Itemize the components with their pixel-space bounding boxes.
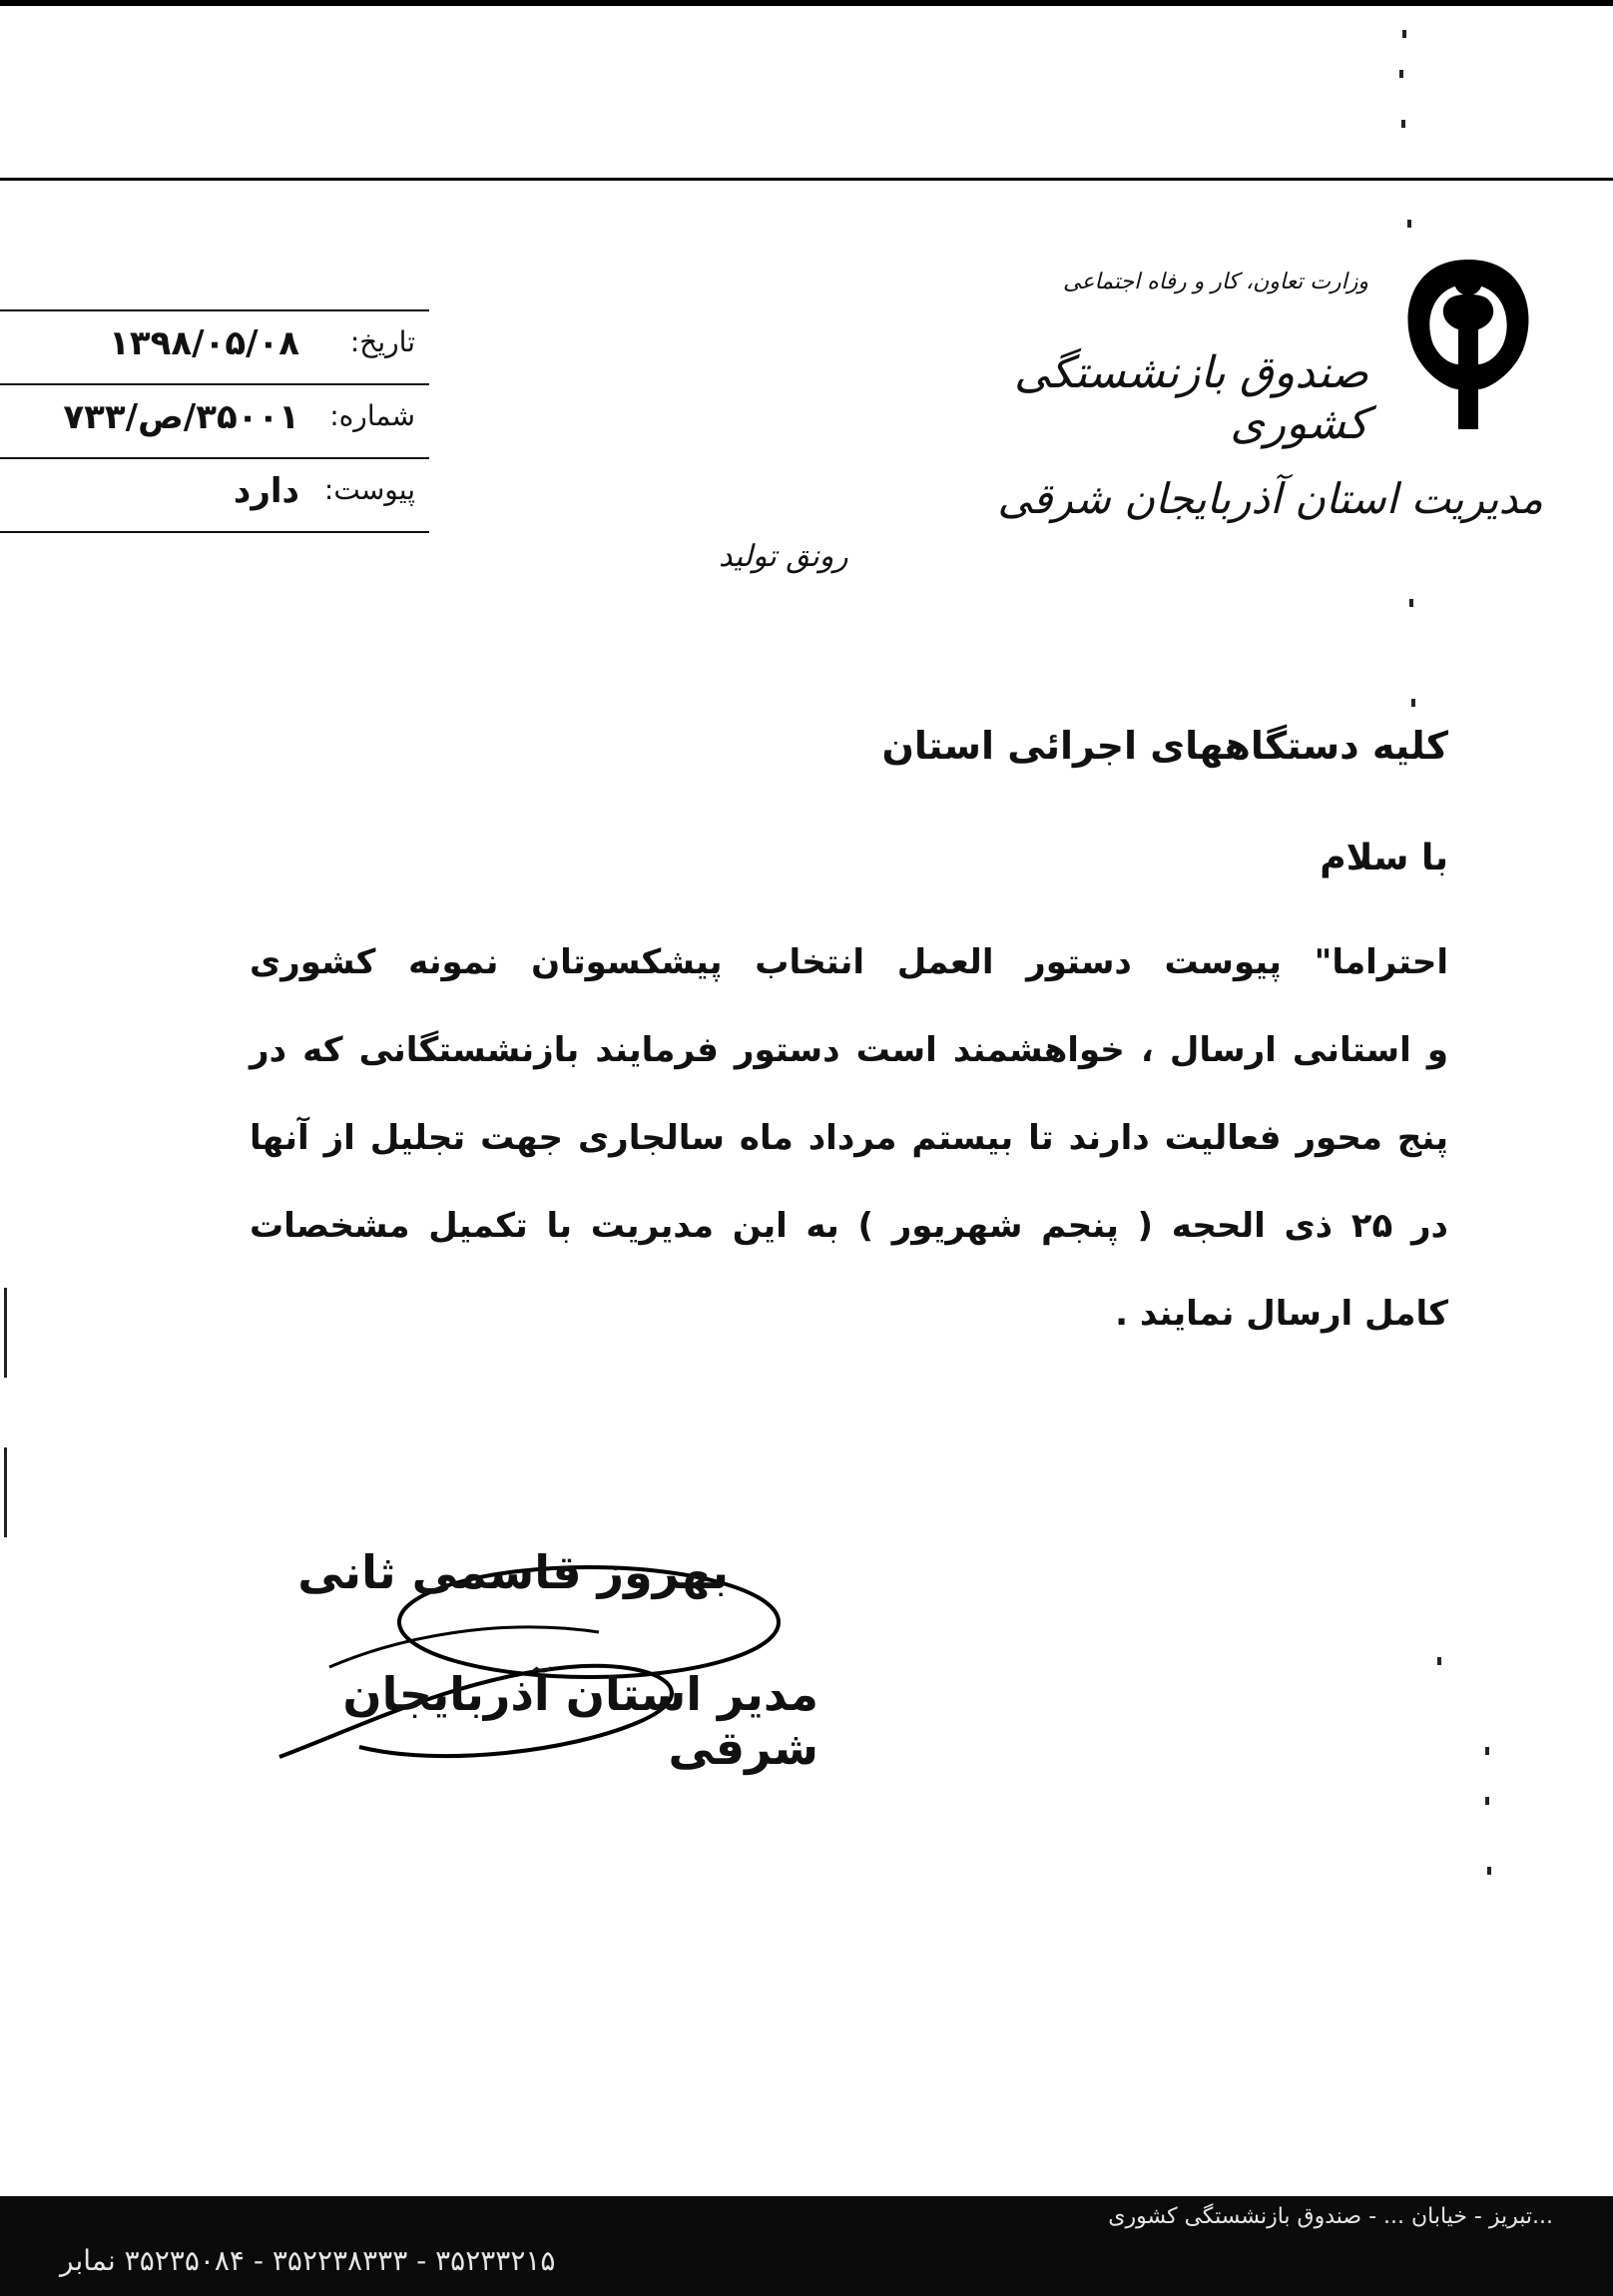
body-line: و استانی ارسال ، خواهشمند است دستور فرمایند بازنشستگانی که در bbox=[250, 1030, 1448, 1070]
body-line: در ۲۵ ذی الحجه ( پنجم شهریور ) به این مدیریت با تکمیل مشخصات bbox=[250, 1206, 1448, 1246]
letterhead bbox=[984, 230, 1543, 549]
footer-address: ...تبریز - خیابان ... - صندوق بازنشستگی کشوری bbox=[1108, 2204, 1553, 2229]
signature-block bbox=[240, 1527, 838, 1787]
signatory-name: بهروز قاسمی ثانی bbox=[297, 1545, 729, 1599]
date-row bbox=[0, 309, 429, 383]
attachment-label: پیوست: bbox=[323, 473, 415, 506]
attachment-row bbox=[0, 457, 429, 533]
number-value: ۳۵۰۰۱/ص/۷۳۳ bbox=[63, 397, 299, 437]
top-border bbox=[0, 0, 1613, 6]
letter-body bbox=[250, 724, 1448, 1358]
date-value: ۱۳۹۸/۰۵/۰۸ bbox=[109, 323, 299, 363]
body-line: احتراما" پیوست دستور العمل انتخاب پیشکسوتان نمونه کشوری bbox=[250, 942, 1448, 982]
attachment-value: دارد bbox=[233, 471, 299, 511]
letter-meta bbox=[0, 309, 429, 533]
addressee: کلیه دستگاههای اجرائی استان bbox=[881, 724, 1448, 768]
body-line: کامل ارسال نمایند . bbox=[1115, 1294, 1448, 1334]
management-name: مدیریت استان آذربایجان شرقی bbox=[997, 474, 1543, 523]
footer-phones: ۳۵۲۳۳۲۱۵ - ۳۵۲۲۳۸۳۳۳ - ۳۵۲۳۵۰۸۴ نمابر bbox=[60, 2244, 556, 2277]
footer-bar bbox=[0, 2196, 1613, 2296]
header-rule bbox=[0, 178, 1613, 181]
ministry-name: وزارت تعاون، کار و رفاه اجتماعی bbox=[1062, 270, 1368, 294]
cc-note: رونق تولید bbox=[719, 539, 848, 574]
body-line: پنج محور فعالیت دارند تا بیستم مرداد ماه سالجاری جهت تجلیل از آنها bbox=[250, 1118, 1448, 1158]
fund-name: صندوق بازنشستگی کشوری bbox=[1013, 347, 1368, 449]
signatory-title: مدیر استان آذربایجان شرقی bbox=[342, 1667, 818, 1775]
date-label: تاریخ: bbox=[349, 325, 415, 358]
greeting: با سلام bbox=[1320, 838, 1448, 878]
number-label: شماره: bbox=[329, 399, 415, 432]
number-row bbox=[0, 383, 429, 457]
pension-fund-logo-icon bbox=[1393, 240, 1543, 439]
